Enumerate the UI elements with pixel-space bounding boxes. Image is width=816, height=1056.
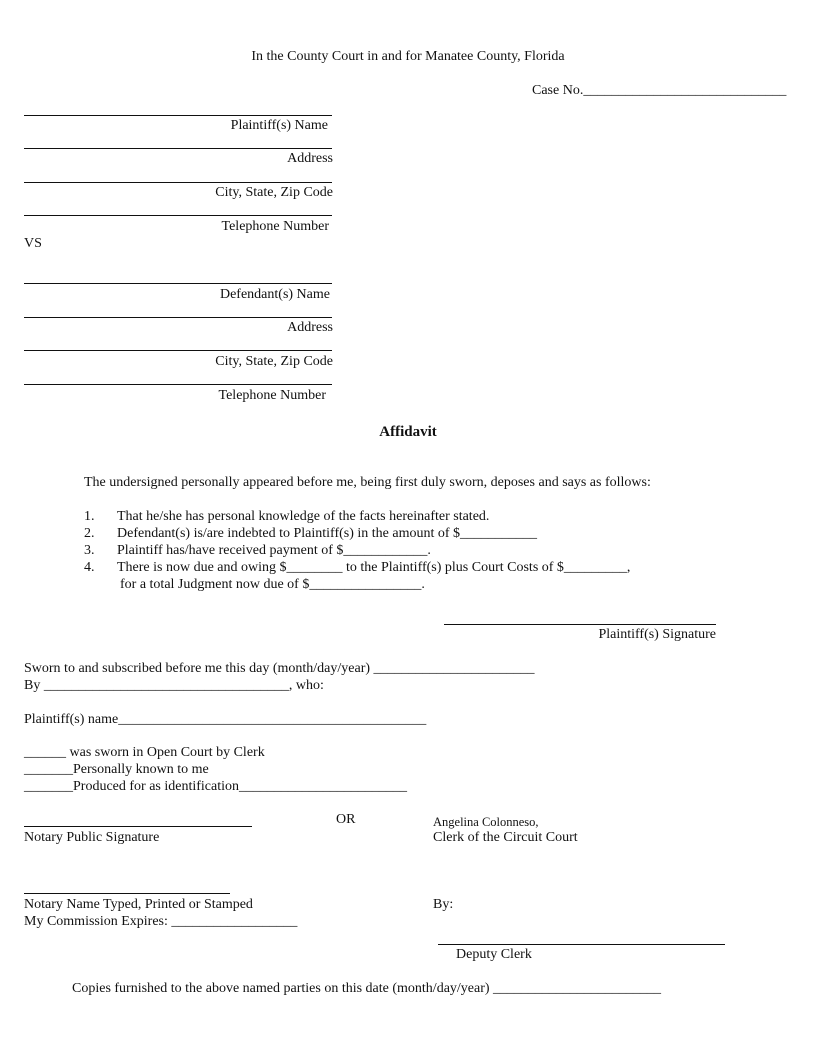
commission-expires[interactable]: My Commission Expires: __________________ [24,914,298,929]
clerk-name: Angelina Colonneso, [433,815,539,829]
plaintiff-address-label: Address [287,151,333,166]
plaintiff-signature-line[interactable] [444,624,716,625]
or-label: OR [336,812,356,827]
deputy-clerk-line[interactable] [438,944,725,945]
item-number: 2. [84,526,95,541]
clerk-title: Clerk of the Circuit Court [433,830,578,845]
plaintiff-signature-label: Plaintiff(s) Signature [598,627,716,642]
copies-furnished[interactable]: Copies furnished to the above named parties on this date (month/day/year) ________________________ [72,981,662,996]
notary-signature-label: Notary Public Signature [24,830,160,845]
defendant-name-line[interactable] [24,283,332,284]
defendant-phone-line[interactable] [24,384,332,385]
plaintiff-name-field[interactable]: Plaintiff(s) name____________________________________________ [24,712,427,727]
affidavit-title: Affidavit [379,424,437,440]
sworn-date-line[interactable]: Sworn to and subscribed before me this day (month/day/year) _______________________ [24,661,535,676]
deputy-clerk-label: Deputy Clerk [456,947,532,962]
defendant-address-line[interactable] [24,317,332,318]
option-open-court[interactable]: ______ was sworn in Open Court by Clerk [24,745,265,760]
defendant-address-label: Address [287,320,333,335]
notary-name-label: Notary Name Typed, Printed or Stamped [24,897,253,912]
option-personally-known[interactable]: _______Personally known to me [24,762,209,777]
defendant-phone-label: Telephone Number [218,388,326,403]
defendant-name-label: Defendant(s) Name [219,287,330,302]
case-no-label: Case No. [532,83,584,98]
case-number[interactable] [532,83,786,99]
defendant-city-line[interactable] [24,350,332,351]
defendant-city-label: City, State, Zip Code [215,354,333,369]
versus-label: VS [24,236,42,251]
item-text[interactable]: Plaintiff has/have received payment of $____________. [117,543,431,558]
plaintiff-phone-label: Telephone Number [221,219,329,234]
item-number: 1. [84,509,95,524]
notary-signature-line[interactable] [24,826,252,827]
sworn-by-line[interactable]: By ___________________________________, who: [24,678,324,693]
plaintiff-city-label: City, State, Zip Code [215,185,333,200]
affidavit-intro: The undersigned personally appeared before me, being first duly sworn, deposes and says as follows: [84,475,651,490]
plaintiff-city-line[interactable] [24,182,332,183]
plaintiff-address-line[interactable] [24,148,332,149]
option-identification[interactable]: _______Produced for as identification________________________ [24,779,408,794]
by-label: By: [433,897,454,912]
item-number: 3. [84,543,95,558]
item-text[interactable]: There is now due and owing $________ to the Plaintiff(s) plus Court Costs of $_________, [117,560,631,575]
plaintiff-name-label: Plaintiff(s) Name [230,118,328,133]
item-text[interactable]: Defendant(s) is/are indebted to Plaintiff(s) in the amount of $___________ [117,526,538,541]
court-heading: In the County Court in and for Manatee County, Florida [251,49,565,64]
case-no-blank[interactable]: _____________________________ [583,83,787,98]
item-text: That he/she has personal knowledge of the facts hereinafter stated. [117,509,490,524]
item-number: 4. [84,560,95,575]
item-4-continuation[interactable]: for a total Judgment now due of $________________. [120,577,425,592]
plaintiff-name-line[interactable] [24,115,332,116]
plaintiff-phone-line[interactable] [24,215,332,216]
notary-name-line[interactable] [24,893,230,894]
